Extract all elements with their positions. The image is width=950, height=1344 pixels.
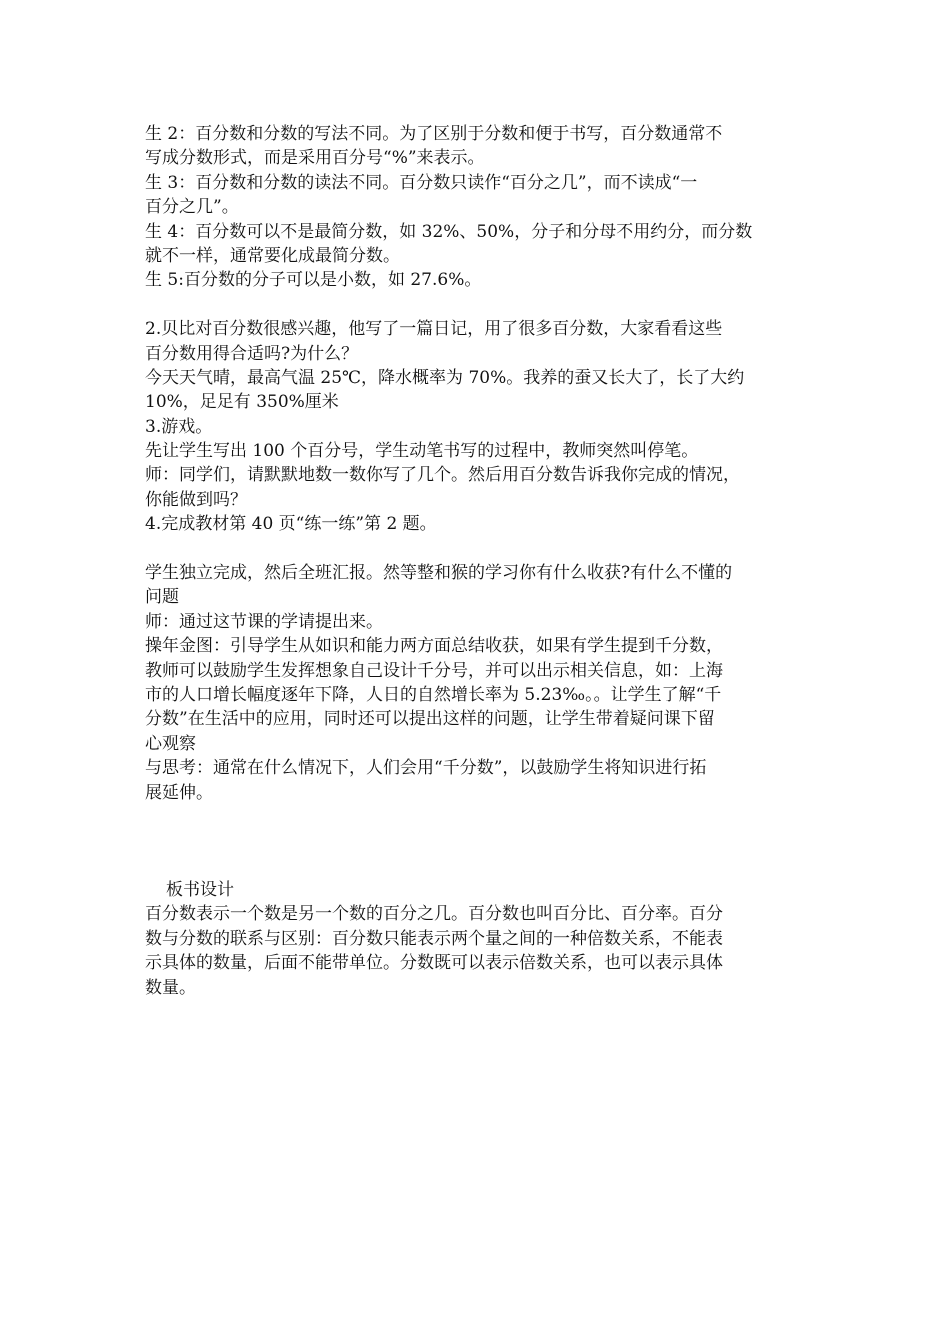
text-line: 分数”在生活中的应用，同时还可以提出这样的问题，让学生带着疑问课下留 xyxy=(145,709,715,730)
text-line: 数与分数的联系与区别：百分数只能表示两个量之间的一种倍数关系，不能表 xyxy=(145,928,723,949)
document-page xyxy=(145,122,815,1000)
text-line: 先让学生写出 100 个百分号，学生动笔书写的过程中，教师突然叫停笔。 xyxy=(145,441,699,462)
text-line: 展延伸。 xyxy=(145,782,213,803)
text-line: 生 4：百分数可以不是最简分数，如 32%、50%，分子和分母不用约分，而分数 xyxy=(145,221,753,242)
text-line: 操年金图：引导学生从如识和能力两方面总结收获，如果有学生提到千分数， xyxy=(145,636,723,657)
text-line: 4.完成教材第 40 页“练一练”第 2 题。 xyxy=(145,514,437,535)
paragraph-gap xyxy=(145,293,815,317)
text-line: 与思考：通常在什么情况下，人们会用“千分数”，以鼓励学生将知识进行拓 xyxy=(145,758,707,779)
text-line: 师：同学们，请默默地数一数你写了几个。然后用百分数告诉我你完成的情况， xyxy=(145,465,740,486)
section-exercises xyxy=(145,317,815,537)
board-heading: 板书设计 xyxy=(166,879,234,900)
text-line: 3.游戏。 xyxy=(145,416,213,437)
text-line: 示具体的数量，后面不能带单位。分数既可以表示倍数关系，也可以表示具体 xyxy=(145,953,723,974)
text-line: 百分数用得合适吗?为什么？ xyxy=(145,343,359,364)
section-student-answers xyxy=(145,122,815,293)
text-line: 就不一样，通常要化成最简分数。 xyxy=(145,245,400,266)
text-line: 问题 xyxy=(145,587,179,608)
section-gap xyxy=(145,805,815,878)
text-line: 师：通过这节课的学请提出来。 xyxy=(145,611,383,632)
text-line: 学生独立完成，然后全班汇报。然等整和猴的学习你有什么收获?有什么不懂的 xyxy=(145,563,733,584)
text-line: 你能做到吗？ xyxy=(145,489,247,510)
text-line: 百分之几”。 xyxy=(145,197,239,218)
text-line: 生 5:百分数的分子可以是小数，如 27.6%。 xyxy=(145,270,482,291)
text-line: 写成分数形式，而是采用百分号“%”来表示。 xyxy=(145,148,485,169)
text-line: 数量。 xyxy=(145,977,196,998)
text-line: 生 3：百分数和分数的读法不同。百分数只读作“百分之几”，而不读成“一 xyxy=(145,172,698,193)
text-line: 生 2：百分数和分数的写法不同。为了区别于分数和便于书写，百分数通常不 xyxy=(145,124,723,144)
text-line: 心观察 xyxy=(145,733,196,754)
section-summary xyxy=(145,561,815,805)
text-line: 2.贝比对百分数很感兴趣，他写了一篇日记，用了很多百分数，大家看看这些 xyxy=(145,319,723,340)
text-line: 今天天气晴，最高气温 25℃，降水概率为 70%。我养的蚕又长大了，长了大约 xyxy=(145,367,745,388)
paragraph-gap xyxy=(145,537,815,561)
text-line: 10%，足足有 350%厘米 xyxy=(145,392,339,413)
section-board-design xyxy=(145,878,815,1000)
text-line: 市的人口增长幅度逐年下降，人日的自然增长率为 5.23‰。。让学生了解“千 xyxy=(145,684,722,705)
text-line: 教师可以鼓励学生发挥想象自己设计千分号，并可以出示相关信息，如：上海 xyxy=(145,660,723,681)
text-line: 百分数表示一个数是另一个数的百分之几。百分数也叫百分比、百分率。百分 xyxy=(145,904,723,925)
